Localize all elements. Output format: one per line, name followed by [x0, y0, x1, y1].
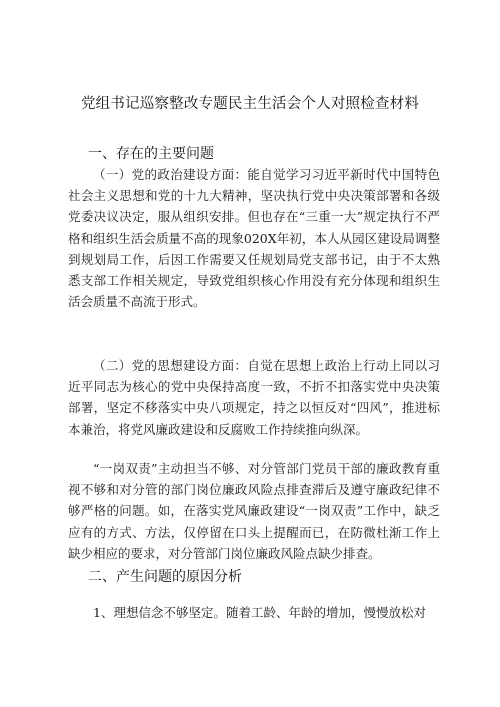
- paragraph-ideological-building: （二）党的思想建设方面：自觉在思想上政治上行动上同以习近平同志为核心的党中央保持高度一致，不折不扣落实党中央决策部署，坚定不移落实中央八项规定，持之以恒反对“四风”，推进标本兼治，将党风廉政建设和反腐败工作持续推向纵深。: [68, 358, 440, 437]
- section-heading-problems: 一、存在的主要问题: [88, 146, 214, 162]
- section-heading-cause-analysis: 二、产生问题的原因分析: [88, 569, 242, 585]
- document-title: 党组书记巡察整改专题民主生活会个人对照检查材料: [80, 96, 420, 112]
- paragraph-political-building: （一）党的政治建设方面：能自觉学习习近平新时代中国特色社会主义思想和党的十九大精神，坚决执行党中央决策部署和各级党委决议决定，服从组织安排。但也存在“三重一大”规定执行不严格和组织生活会质量不高的现象020X年初，本人从园区建设局调整到规划局工作，后因工作需要又任规划局党支部书记，由于不太熟悉支部工作相关规定，导致党组织核心作用没有充分体现和组织生活会质量不高流于形式。: [68, 167, 440, 310]
- paragraph-one-post-two-duties: “一岗双责”主动担当不够、对分管部门党员干部的廉政教育重视不够和对分管的部门岗位廉政风险点排查滞后及遵守廉政纪律不够严格的问题。如，在落实党风廉政建设“一岗双责”工作中，缺乏应有的方式、方法，仅停留在口头上提醒而已，在防微杜渐工作上缺少相应的要求，对分管部门岗位廉政风险点缺少排查。: [68, 461, 440, 561]
- paragraph-ideals-beliefs: 1、理想信念不够坚定。随着工龄、年龄的增加，慢慢放松对: [93, 605, 426, 620]
